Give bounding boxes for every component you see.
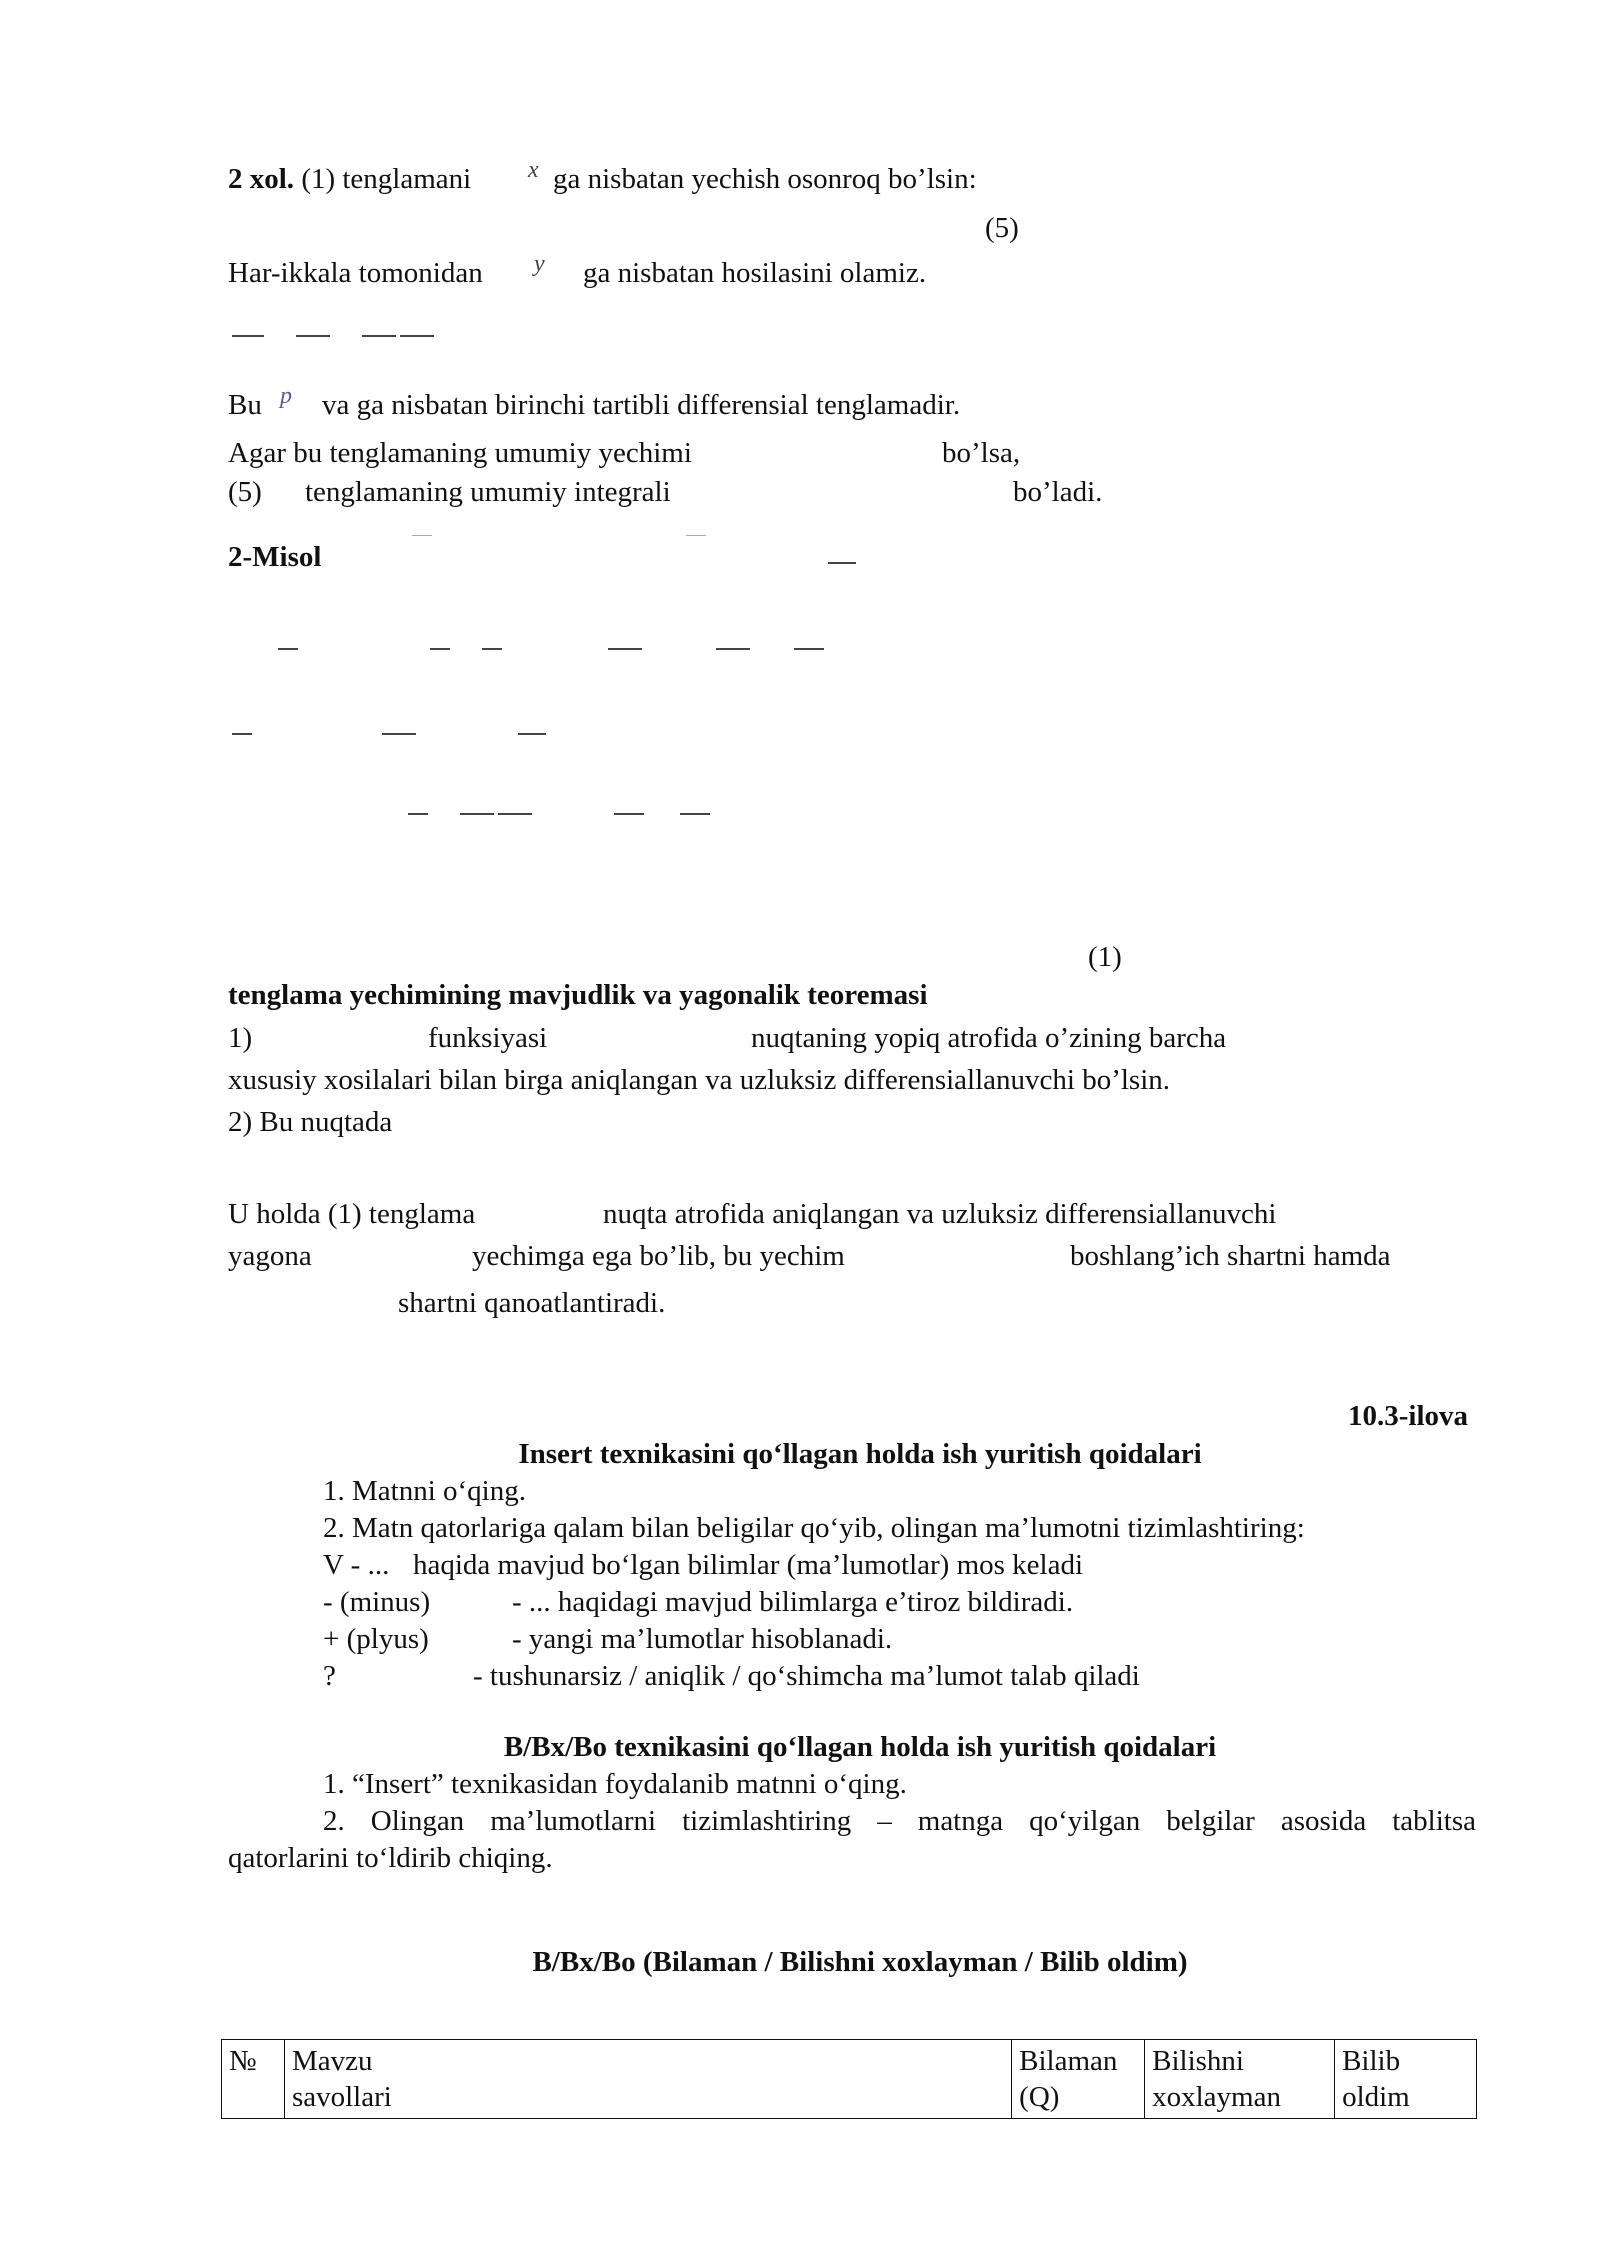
variable-p: p [280,383,292,409]
fraction-bar [614,813,644,815]
case-text-a: (1) tenglamani [301,163,472,195]
fraction-bar [680,813,710,815]
condition-1-text-b: nuqtaning yopiq atrofida o’zining barcha [751,1022,1227,1054]
fraction-bar [482,648,502,650]
conclusion-text-c: yagona [228,1240,312,1272]
case-text-b: ga nisbatan yechish osonroq bo’lsin: [553,163,977,195]
fraction-bar [400,335,434,337]
integral-tail: bo’ladi. [1013,476,1103,508]
derivative-text-b: ga nisbatan hosilasini olamiz. [583,257,927,289]
table-title: B/Bx/Bo (Bilaman / Bilishni xoxlayman / Bilib oldim) [532,1946,1188,1978]
example-title: 2-Misol [228,541,322,573]
general-solution-tail: bo’lsa, [942,437,1021,469]
equation-type-text-a: Bu [228,389,262,421]
fraction-bar [232,335,264,337]
fraction-bar [408,813,428,815]
header-want-to-know: Bilishni xoxlayman [1145,2040,1335,2119]
mark-symbol: V - ... [323,1549,390,1581]
variable-x: x [528,157,539,183]
condition-2: 2) Bu nuqtada [228,1106,393,1138]
header-know: Bilaman (Q) [1012,2040,1145,2119]
bbb-step-1: 1. “Insert” texnikasidan foydalanib matnni o‘qing. [323,1768,907,1800]
fraction-bar [382,733,416,735]
appendix-label: 10.3-ilova [1348,1400,1469,1432]
header-topic-questions: Mavzu savollari [284,2040,1011,2119]
table-header-row [222,2040,1477,2119]
bbb-step-2-line-2: qatorlarini to‘ldirib chiqing. [228,1842,553,1874]
mark-description: haqida mavjud bo‘lgan bilimlar (ma’lumotlar) mos keladi [413,1549,1084,1581]
mark-description: - ... haqidagi mavjud bilimlarga e’tiroz bildiradi. [512,1586,1074,1618]
fraction-bar [686,535,706,536]
integral-ref: (5) [228,476,262,508]
condition-1-number: 1) [228,1022,253,1054]
mark-symbol: + (plyus) [323,1623,429,1655]
derivative-text-a: Har-ikkala tomonidan [228,257,483,289]
condition-1-text-a: funksiyasi [428,1022,548,1054]
case-label: 2 xol. [228,163,295,195]
mark-symbol: ? [323,1660,336,1692]
condition-1-continuation: xususiy xosilalari bilan birga aniqlangan va uzluksiz differensiallanuvchi bo’lsin. [228,1064,1171,1096]
integral-text: tenglamaning umumiy integrali [305,476,671,508]
fraction-bar [296,335,330,337]
conclusion-text-e: boshlang’ich shartni hamda [1070,1240,1391,1272]
fraction-bar [518,733,546,735]
insert-title: Insert texnikasini qo‘llagan holda ish yuritish qoidalari [518,1438,1202,1470]
mark-description: - yangi ma’lumotlar hisoblanadi. [512,1623,893,1655]
conclusion-text-f: shartni qanoatlantiradi. [398,1287,666,1319]
equation-number-1: (1) [1088,941,1122,973]
header-number: № [222,2040,285,2119]
variable-y: y [534,251,545,277]
equation-type-text-b: va ga nisbatan birinchi tartibli differensial tenglamadir. [322,389,961,421]
fraction-bar [412,535,432,536]
conclusion-text-d: yechimga ega bo’lib, bu yechim [472,1240,845,1272]
fraction-bar [430,648,450,650]
bbb-title: B/Bx/Bo texnikasini qo‘llagan holda ish yuritish qoidalari [503,1731,1217,1763]
insert-step-1: 1. Matnni o‘qing. [323,1475,526,1507]
conclusion-text-b: nuqta atrofida aniqlangan va uzluksiz differensiallanuvchi [603,1198,1277,1230]
fraction-bar [716,648,750,650]
fraction-bar [362,335,396,337]
mark-symbol: - (minus) [323,1586,431,1618]
equation-number-5: (5) [985,212,1019,244]
mark-description: - tushunarsiz / aniqlik / qo‘shimcha ma’lumot talab qiladi [473,1660,1140,1692]
insert-step-2: 2. Matn qatorlariga qalam bilan beligilar qo‘yib, olingan ma’lumotni tizimlashtiring: [323,1512,1305,1544]
fraction-bar [232,733,252,735]
header-learned: Bilib oldim [1335,2040,1477,2119]
case-line-1 [228,165,471,194]
fraction-bar [498,813,532,815]
general-solution-text: Agar bu tenglamaning umumiy yechimi [228,437,692,469]
fraction-bar [828,562,856,564]
bbb-step-2-line-1: 2. Olingan ma’lumotlarni tizimlashtiring – matnga qo‘yilgan belgilar asosida tablitsa [323,1805,1476,1837]
fraction-bar [460,813,494,815]
fraction-bar [278,648,298,650]
bbb-table [221,2039,1477,2119]
fraction-bar [608,648,642,650]
conclusion-text-a: U holda (1) tenglama [228,1198,476,1230]
theorem-title: tenglama yechimining mavjudlik va yagonalik teoremasi [228,979,928,1011]
fraction-bar [794,648,824,650]
